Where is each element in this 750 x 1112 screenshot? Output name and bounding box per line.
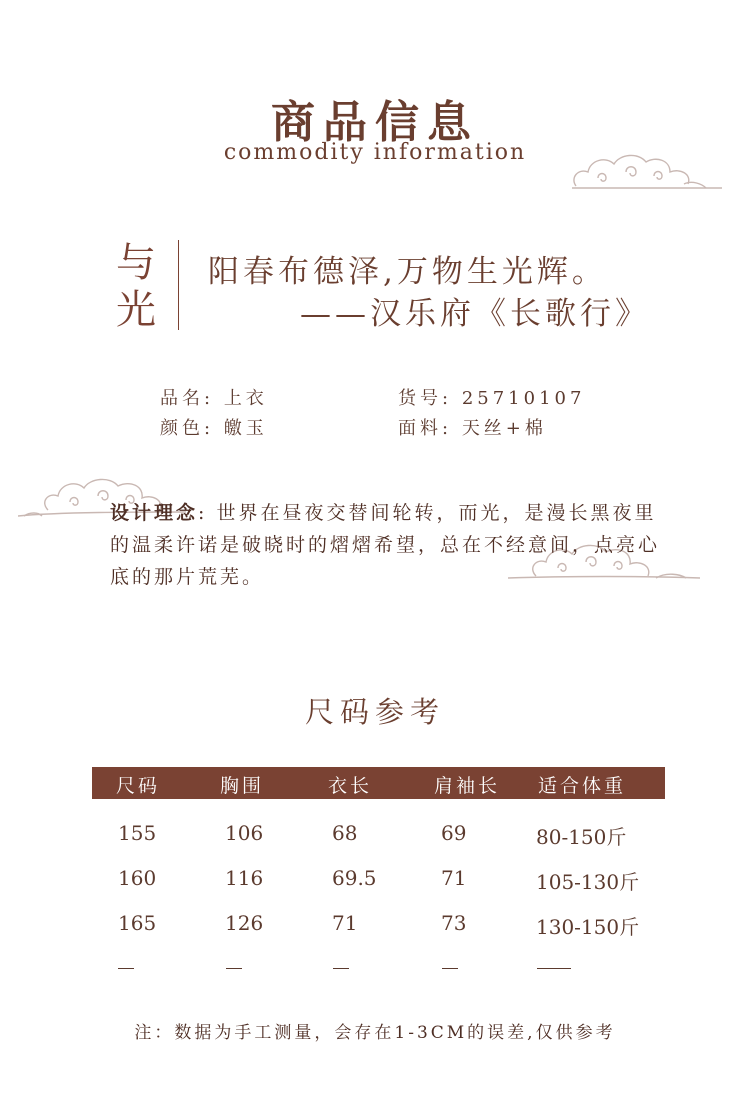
empty-cell-dash [333,968,349,969]
poem-line-2: ——汉乐府《长歌行》 [300,296,650,332]
header-length: 衣长 [328,775,373,797]
info-color-label: 颜色: [160,418,215,439]
empty-cell-dash [226,968,242,969]
empty-cell-dash [442,968,458,969]
design-concept-label: 设计理念 [110,502,199,524]
info-name [160,384,268,410]
table-cell: 71 [332,911,358,935]
table-cell: 165 [118,911,157,935]
table-cell: 105-130斤 [536,870,640,894]
table-cell: 69 [441,821,467,845]
info-fabric [398,414,547,440]
page-subtitle: commodity information [223,140,527,165]
table-cell: 126 [225,911,264,935]
page-title: 商品信息 [271,97,479,148]
table-cell: 71 [441,866,467,890]
design-concept-text: : 世界在昼夜交替间轮转，而光，是漫长黑夜里的温柔许诺是破晓时的熠熠希望，总在不经意间，点亮心底的那片荒芜。 [110,502,661,588]
info-fabric-value: 天丝+棉 [461,418,547,439]
header-shoulder-sleeve: 肩袖长 [434,775,501,797]
info-name-value: 上衣 [223,388,268,409]
table-cell: 130-150斤 [536,915,640,939]
info-name-label: 品名: [160,388,215,409]
info-fabric-label: 面料: [398,418,453,439]
table-cell: 160 [118,866,157,890]
table-cell: 68 [332,821,358,845]
footnote: 注：数据为手工测量，会存在1-3CM的误差,仅供参考 [134,1023,616,1043]
table-cell: 155 [118,821,157,845]
info-color-value: 皦玉 [223,418,268,439]
header-weight: 适合体重 [538,775,627,797]
table-cell: 116 [225,866,264,890]
empty-cell-dash [118,968,134,969]
empty-cell-dash [537,968,571,969]
table-cell: 73 [441,911,467,935]
product-name-char-2: 光 [116,287,156,333]
size-table-header [92,767,665,799]
size-chart-title: 尺码参考 [304,695,445,729]
header-size: 尺码 [116,775,161,797]
table-cell: 106 [225,821,264,845]
poem-line-1: 阳春布德泽,万物生光辉。 [208,254,607,290]
table-cell: 80-150斤 [536,825,627,849]
table-cell: 69.5 [332,866,377,890]
info-sku-label: 货号: [398,388,453,409]
product-name-char-1: 与 [116,240,156,286]
info-color [160,414,268,440]
info-sku [398,384,585,410]
cloud-ornament-icon [568,148,728,198]
divider [178,240,179,330]
header-chest: 胸围 [220,775,265,797]
info-sku-value: 25710107 [461,388,586,409]
design-concept [110,497,670,593]
